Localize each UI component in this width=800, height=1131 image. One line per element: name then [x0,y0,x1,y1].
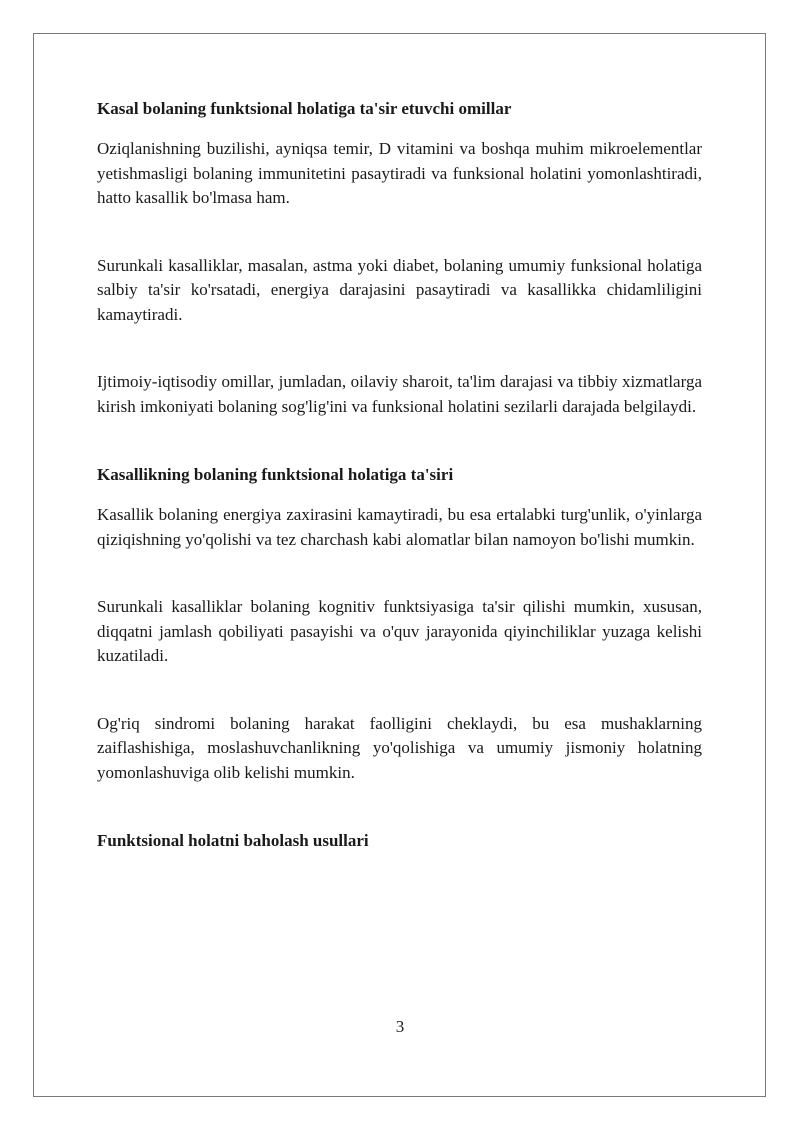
section-heading-3: Funktsional holatni baholash usullari [97,831,369,850]
document-body [97,96,702,853]
section-heading-1: Kasal bolaning funktsional holatiga ta'sir etuvchi omillar [97,99,512,118]
paragraph-1-1: Oziqlanishning buzilishi, ayniqsa temir, D vitamini va boshqa muhim mikroelementlar yetishmasligi bolaning immunitetini pasaytiradi va funksional holatini yomonlashtiradi, hatto kasallik bo'lmasa ham. [97,139,702,207]
paragraph-1-3: Ijtimoiy-iqtisodiy omillar, jumladan, oilaviy sharoit, ta'lim darajasi va tibbiy xizmatlarga kirish imkoniyati bolaning sog'lig'ini va funksional holatini sezilarli darajada belgilaydi. [97,372,702,416]
paragraph-2-1: Kasallik bolaning energiya zaxirasini kamaytiradi, bu esa ertalabki turg'unlik, o'yinlarga qiziqishning yo'qolishi va tez charchash kabi alomatlar bilan namoyon bo'lishi mumkin. [97,505,702,549]
paragraph-2-3: Og'riq sindromi bolaning harakat faolligini cheklaydi, bu esa mushaklarning zaiflashishiga, moslashuvchanlikning yo'qolishiga va umumiy jismoniy holatning yomonlashuviga olib kelishi mumkin. [97,713,702,782]
paragraph-2-2: Surunkali kasalliklar bolaning kognitiv funktsiyasiga ta'sir qilishi mumkin, xususan, diqqatni jamlash qobiliyati pasayishi va o'quv jarayonida qiyinchiliklar yuzaga kelishi kuzatiladi. [97,597,702,665]
page-number: 3 [395,1017,405,1036]
paragraph-1-2: Surunkali kasalliklar, masalan, astma yoki diabet, bolaning umumiy funksional holatiga salbiy ta'sir ko'rsatadi, energiya darajasini pasaytiradi va kasallikka chidamliligini kamaytiradi. [97,255,702,324]
section-heading-2: Kasallikning bolaning funktsional holatiga ta'siri [97,465,454,484]
